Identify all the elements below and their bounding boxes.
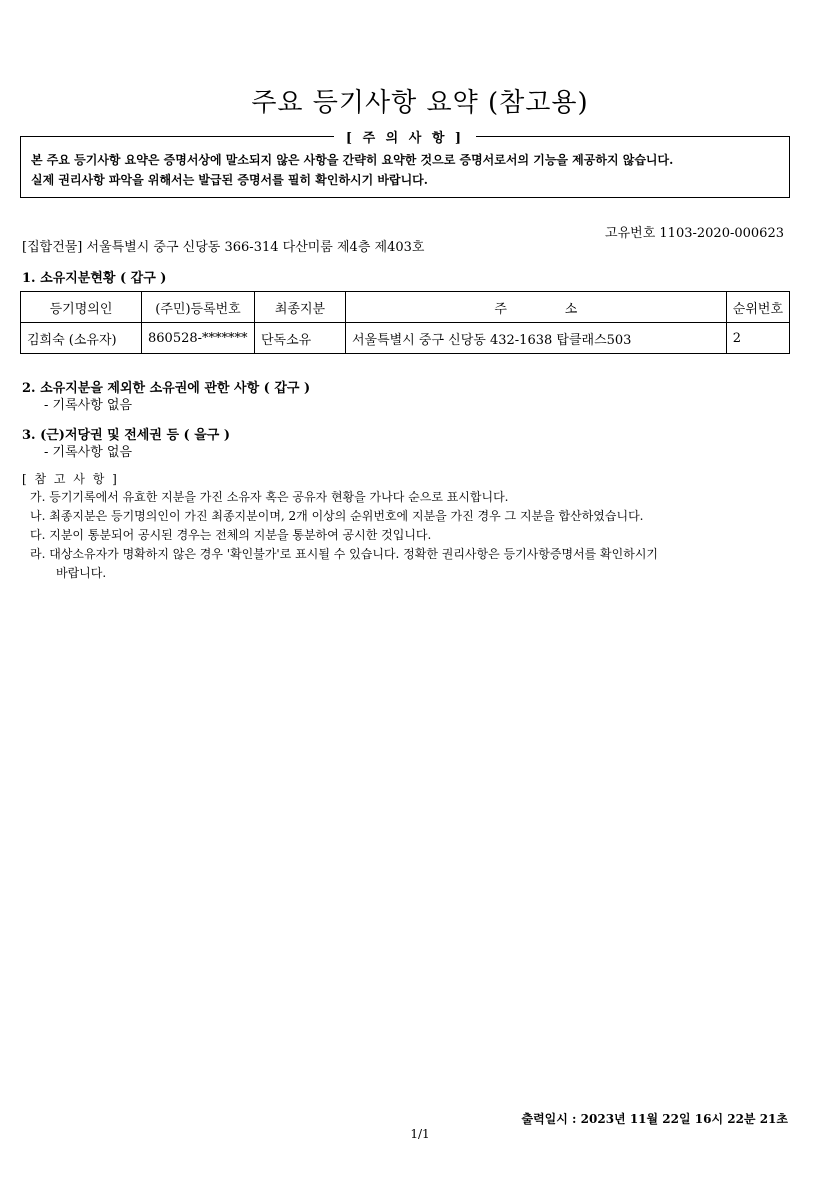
header-rank: 순위번호 (726, 292, 789, 323)
notice-box (20, 131, 790, 198)
reference-heading: [ 참 고 사 항 ] (22, 472, 119, 486)
section1-title: 1. 소유지분현황 ( 갑구 ) (22, 271, 167, 286)
reference-item: 라. 대상소유자가 명확하지 않은 경우 '확인불가'로 표시될 수 있습니다. 정확한 권리사항은 등기사항증명서를 확인하시기 (30, 547, 659, 561)
section3-title: 3. (근)저당권 및 전세권 등 ( 을구 ) (22, 428, 230, 443)
cell-holder: 김희숙 (소유자) (21, 323, 142, 354)
building-address: [집합건물] 서울특별시 중구 신당동 366-314 다산미룸 제4층 제403호 (22, 240, 425, 255)
notice-line-2: 실제 권리사항 파악을 위해서는 발급된 증명서를 필히 확인하시기 바랍니다. (31, 173, 428, 187)
header-address: 주 소 (346, 292, 727, 323)
reference-item: 가. 등기기록에서 유효한 지분을 가진 소유자 혹은 공유자 현황을 가나다 순으로 표시합니다. (30, 490, 509, 504)
reference-item: 다. 지분이 통분되어 공시된 경우는 전체의 지분을 통분하여 공시한 것입니다. (30, 528, 432, 542)
reference-item-continued: 바랍니다. (56, 566, 107, 580)
section3-note: - 기록사항 없음 (44, 445, 133, 460)
notice-line-1: 본 주요 등기사항 요약은 증명서상에 말소되지 않은 사항을 간략히 요약한 것으로 증명서로서의 기능을 제공하지 않습니다. (31, 153, 674, 167)
cell-rank: 2 (726, 323, 789, 354)
reference-item: 나. 최종지분은 등기명의인이 가진 최종지분이며, 2개 이상의 순위번호에 지분을 가진 경우 그 지분을 합산하였습니다. (30, 509, 644, 523)
table-header-row (21, 292, 790, 323)
header-reg-no: (주민)등록번호 (142, 292, 255, 323)
cell-share: 단독소유 (255, 323, 346, 354)
notice-heading: [ 주 의 사 항 ] (334, 131, 476, 146)
header-share: 최종지분 (255, 292, 346, 323)
header-holder: 등기명의인 (21, 292, 142, 323)
document-title: 주요 등기사항 요약 (참고용) (251, 88, 589, 118)
ownership-table (20, 291, 790, 354)
cell-reg-no: 860528-******* (142, 323, 255, 354)
section2-note: - 기록사항 없음 (44, 398, 133, 413)
table-row (21, 323, 790, 354)
print-datetime: 출력일시 : 2023년 11월 22일 16시 22분 21초 (521, 1112, 788, 1126)
section2-title: 2. 소유지분을 제외한 소유권에 관한 사항 ( 갑구 ) (22, 381, 311, 396)
page-number: 1/1 (410, 1127, 430, 1141)
cell-address: 서울특별시 중구 신당동 432-1638 탑클래스503 (346, 323, 727, 354)
unique-number: 고유번호 1103-2020-000623 (605, 226, 784, 241)
